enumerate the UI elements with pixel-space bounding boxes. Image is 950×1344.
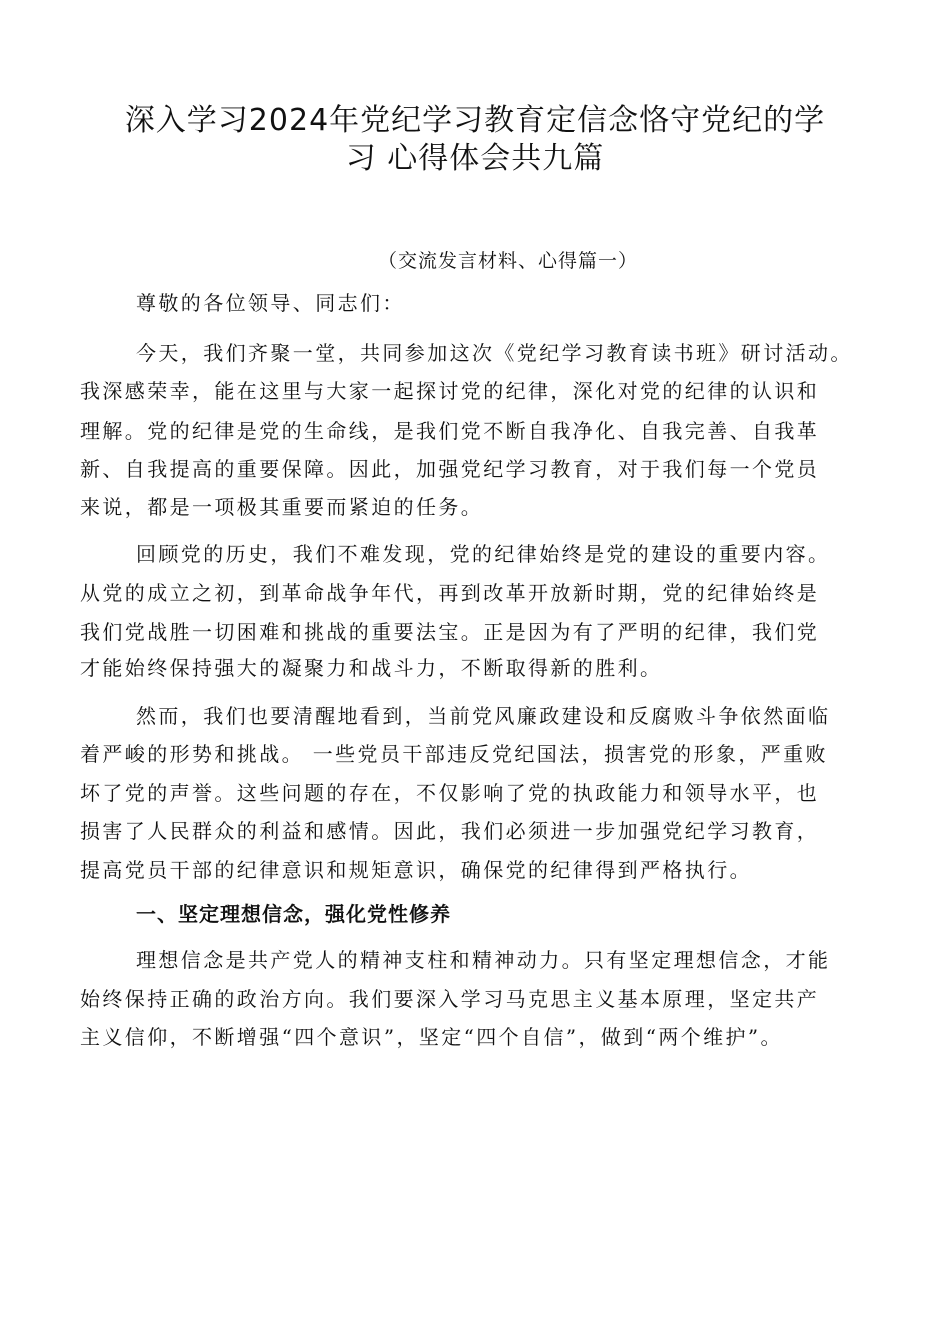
paragraph-3-line-4: 损害了人民群众的利益和感情。因此，我们必须进一步加强党纪学习教育，	[80, 819, 820, 843]
paragraph-2-line-4: 才能始终保持强大的凝聚力和战斗力，不断取得新的胜利。	[80, 656, 663, 680]
paragraph-3-line-2: 着严峻的形势和挑战。 一些党员干部违反党纪国法，损害党的形象，严重败	[80, 742, 828, 766]
paragraph-3-line-5: 提高党员干部的纪律意识和规矩意识，确保党的纪律得到严格执行。	[80, 858, 752, 882]
section-1-heading: 一、坚定理想信念，强化党性修养	[136, 902, 451, 926]
paragraph-1-line-5: 来说，都是一项极其重要而紧迫的任务。	[80, 495, 484, 519]
paragraph-4-line-3: 主义信仰，不断增强“四个意识”，坚定“四个自信”，做到“两个维护”。	[80, 1025, 783, 1049]
paragraph-3-line-1: 然而，我们也要清醒地看到，当前党风廉政建设和反腐败斗争依然面临	[136, 704, 831, 728]
paragraph-4-line-1: 理想信念是共产党人的精神支柱和精神动力。只有坚定理想信念，才能	[136, 948, 831, 972]
paragraph-1-line-4: 新、自我提高的重要保障。因此，加强党纪学习教育，对于我们每一个党员	[80, 457, 820, 481]
paragraph-1-line-2: 我深感荣幸，能在这里与大家一起探讨党的纪律，深化对党的纪律的认识和	[80, 379, 820, 403]
paragraph-4-line-2: 始终保持正确的政治方向。我们要深入学习马克思主义基本原理，坚定共产	[80, 987, 820, 1011]
salutation: 尊敬的各位领导、同志们：	[136, 291, 405, 315]
paragraph-2-line-1: 回顾党的历史，我们不难发现，党的纪律始终是党的建设的重要内容。	[136, 542, 831, 566]
paragraph-2-line-2: 从党的成立之初，到革命战争年代，再到改革开放新时期，党的纪律始终是	[80, 581, 820, 605]
paragraph-1-line-1: 今天，我们齐聚一堂，共同参加这次《党纪学习教育读书班》研讨活动。	[136, 341, 853, 365]
paragraph-3-line-3: 坏了党的声誉。这些问题的存在，不仅影响了党的执政能力和领导水平，也	[80, 781, 820, 805]
paragraph-1-line-3: 理解。党的纪律是党的生命线，是我们党不断自我净化、自我完善、自我革	[80, 419, 820, 443]
document-subtitle: （交流发言材料、心得篇一）	[378, 250, 639, 272]
document-title-line-2: 习 心得体会共九篇	[345, 141, 605, 176]
document-title-line-1: 深入学习2024年党纪学习教育定信念恪守党纪的学	[124, 103, 826, 138]
paragraph-2-line-3: 我们党战胜一切困难和挑战的重要法宝。正是因为有了严明的纪律，我们党	[80, 620, 820, 644]
